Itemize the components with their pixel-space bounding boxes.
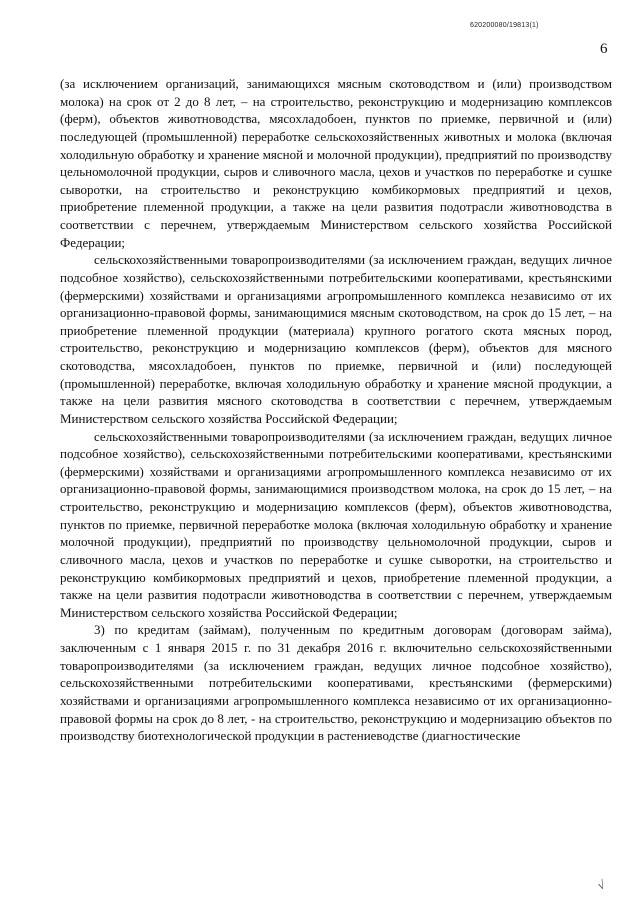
document-id: 620200080/19813(1) — [470, 22, 539, 29]
paragraph-dairy: сельскохозяйственными товаропроизводителями (за исключением граждан, ведущих личное подсобное хозяйство), сельскохозяйственными потребительскими кооперативами, крестьянскими (фермерскими) хозяйствами и организациями агропромышленного комплекса независимо от их организационно-правовой формы, занимающимися производством молока, на срок до 15 лет, – на строительство, реконструкцию и модернизацию комплексов (ферм), объектов животноводства, пунктов по приемке, первичной переработке молока (включая холодильную обработку и хранение молочной продукции), предприятий по производству цельномолочной продукции, сыров и сливочного масла, цехов и участков по переработке и сушке сыворотки, на строительство и реконструкцию комбикормовых предприятий и цехов, приобретение племенной продукции, а также на цели развития подотрасли животноводства в соответствии с перечнем, утверждаемым Министерством сельского хозяйства Российской Федерации; — [60, 428, 612, 620]
document-body — [60, 75, 612, 745]
paragraph-item-3: 3) по кредитам (займам), полученным по кредитным договорам (договорам займа), заключенным с 1 января 2015 г. по 31 декабря 2016 г. включительно сельскохозяйственными товаропроизводителями (за исключением граждан, ведущих личное подсобное хозяйство), сельскохозяйственными потребительскими кооперативами, крестьянскими (фермерскими) хозяйствами и организациями агропромышленного комплекса независимо от их организационно-правовой формы на срок до 8 лет, - на строительство, реконструкцию и модернизацию объектов по производству биотехнологической продукции в растениеводстве (диагностические — [60, 622, 612, 744]
paragraph-continuation: (за исключением организаций, занимающихся мясным скотоводством и (или) производством молока) на срок от 2 до 8 лет, – на строительство, реконструкцию и модернизацию комплексов (ферм), объектов животноводства, мясохладобоен, пунктов по приемке, первичной и (или) последующей (промышленной) переработке сельскохозяйственных животных и молока (включая холодильную обработку и хранение мясной и молочной продукции), предприятий по производству цельномолочной продукции, сыров и сливочного масла, цехов и участков по переработке и сушке сыворотки, на строительство и реконструкцию комбикормовых предприятий и цехов, приобретение племенной продукции, а также на цели развития подотрасли животноводства в соответствии с перечнем, утверждаемым Министерством сельского хозяйства Российской Федерации; — [60, 76, 612, 250]
paragraph-beef-cattle: сельскохозяйственными товаропроизводителями (за исключением граждан, ведущих личное подсобное хозяйство), сельскохозяйственными потребительскими кооперативами, крестьянскими (фермерскими) хозяйствами и организациями агропромышленного комплекса независимо от их организационно-правовой формы, занимающимися мясным скотоводством, на срок до 15 лет, – на приобретение племенной продукции (материала) крупного рогатого скота мясных пород, строительство, реконструкцию и модернизацию комплексов (ферм), объектов для мясного скотоводства, мясохладобоен, пунктов по приемке, первичной и (или) последующей (промышленной) переработке, включая холодильную обработку и хранение мясной продукции, а также на цели развития мясного скотоводства в соответствии с перечнем, утверждаемым Министерством сельского хозяйства Российской Федерации; — [60, 252, 612, 426]
page-number: 6 — [600, 41, 608, 57]
handwritten-mark: √ — [595, 877, 607, 893]
